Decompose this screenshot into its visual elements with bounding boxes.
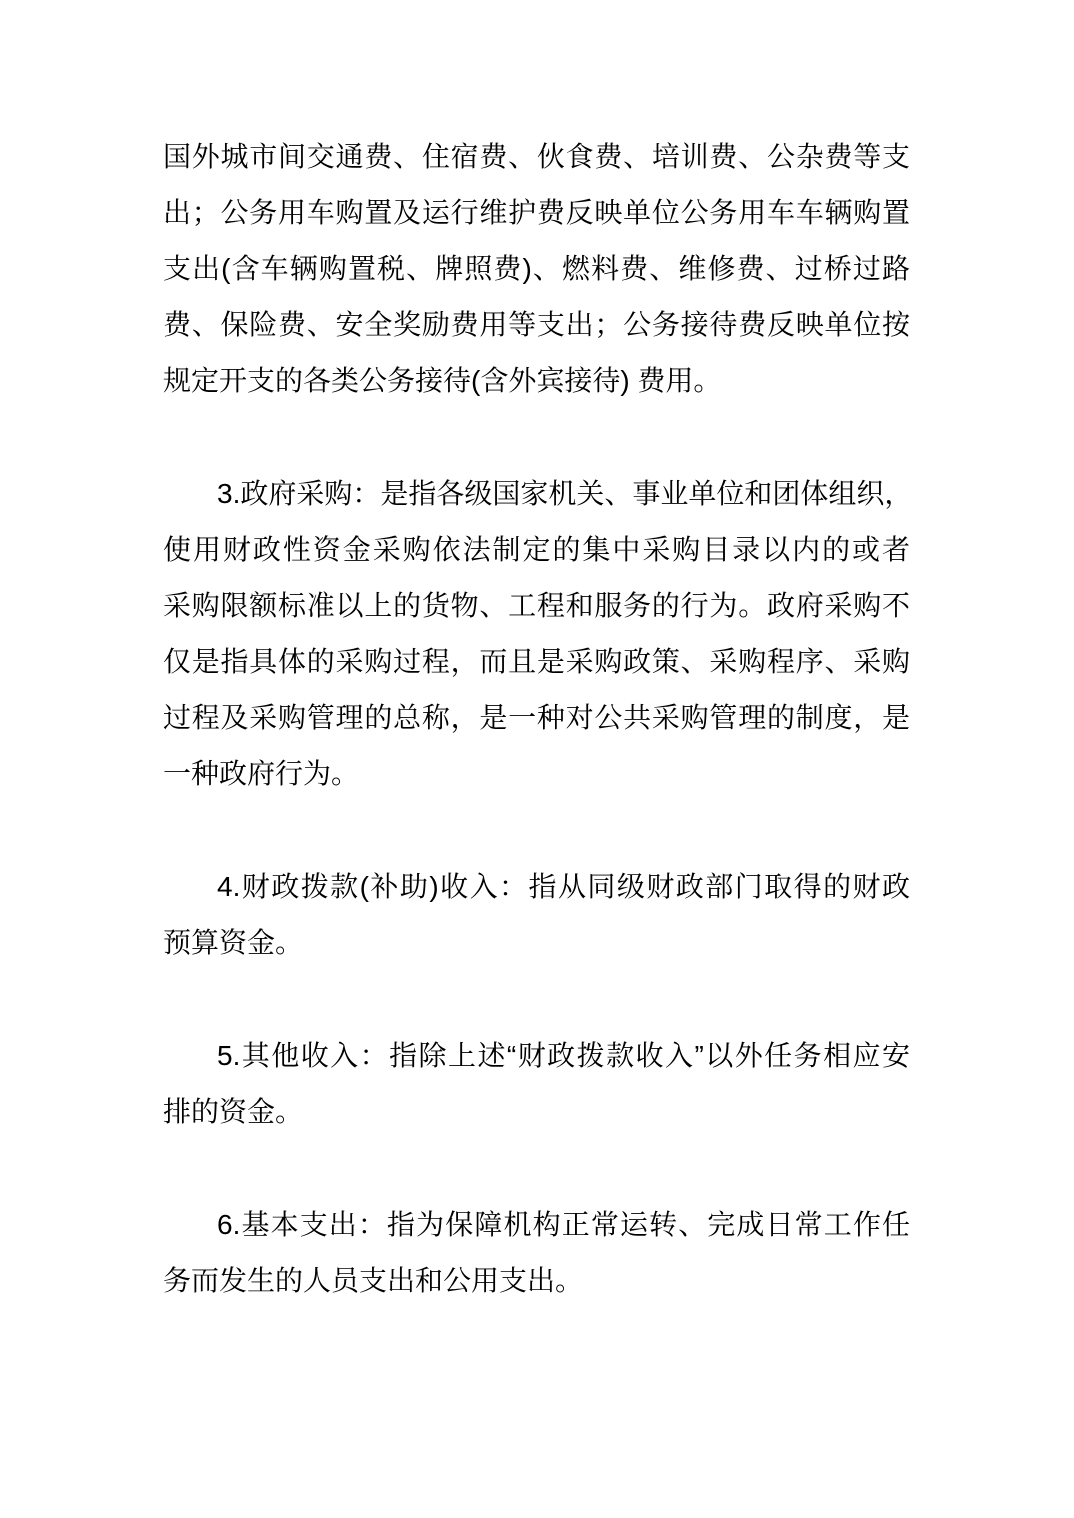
text-line: 预算资金。 <box>163 927 304 958</box>
paragraph <box>163 1197 910 1309</box>
paragraph <box>163 129 910 409</box>
text-line: 6.基本支出：指为保障机构正常运转、完成日常工作任 <box>217 1209 910 1240</box>
text-line: 仅是指具体的采购过程，而且是采购政策、采购程序、采购 <box>163 646 910 677</box>
text-line: 5.其他收入：指除上述“财政拨款收入”以外任务相应安 <box>217 1040 910 1071</box>
text-line: 国外城市间交通费、住宿费、伙食费、培训费、公杂费等支 <box>163 141 910 172</box>
paragraph <box>163 859 910 971</box>
paragraph <box>163 466 913 802</box>
text-line: 排的资金。 <box>163 1096 304 1127</box>
text-line: 一种政府行为。 <box>163 758 360 789</box>
text-line: 支出(含车辆购置税、牌照费)、燃料费、维修费、过桥过路 <box>163 253 910 284</box>
text-line: 费、保险费、安全奖励费用等支出；公务接待费反映单位按 <box>163 309 910 340</box>
text-line: 4.财政拨款(补助)收入：指从同级财政部门取得的财政 <box>217 871 910 902</box>
text-line: 使用财政性资金采购依法制定的集中采购目录以内的或者 <box>163 534 910 565</box>
text-line: 采购限额标准以上的货物、工程和服务的行为。政府采购不 <box>163 590 910 621</box>
text-line: 务而发生的人员支出和公用支出。 <box>163 1265 584 1296</box>
text-line: 规定开支的各类公务接待(含外宾接待) 费用。 <box>163 365 722 396</box>
text-line: 出；公务用车购置及运行维护费反映单位公务用车车辆购置 <box>163 197 910 228</box>
text-line: 3.政府采购：是指各级国家机关、事业单位和团体组织， <box>217 478 913 509</box>
paragraph <box>163 1028 910 1140</box>
text-line: 过程及采购管理的总称，是一种对公共采购管理的制度，是 <box>163 702 910 733</box>
